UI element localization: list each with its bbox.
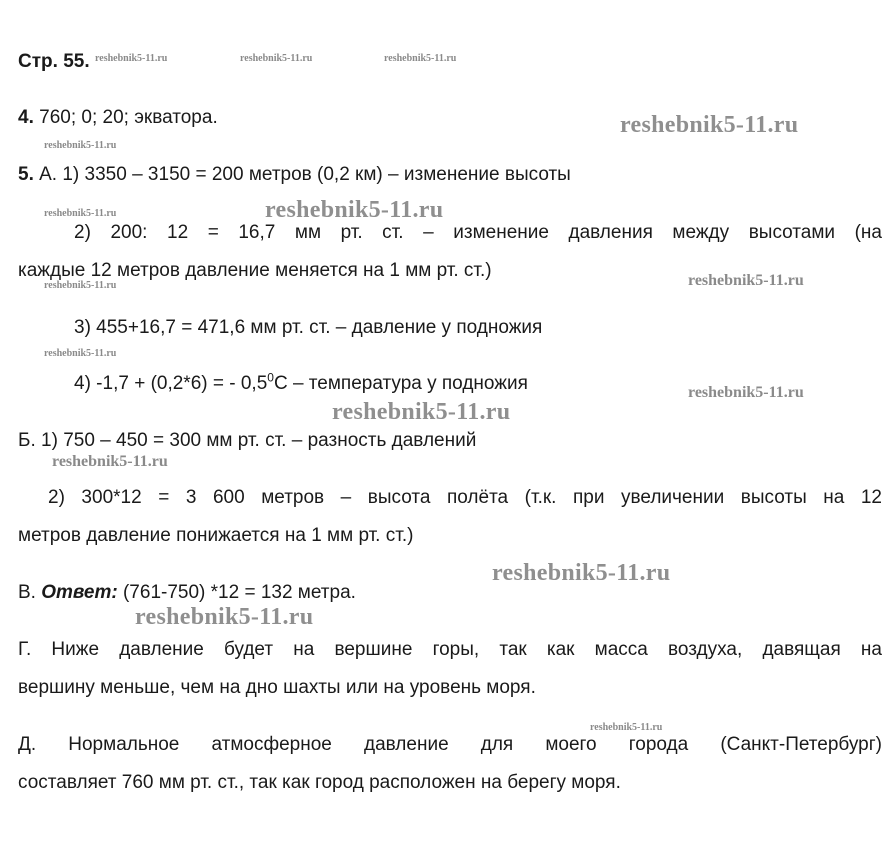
watermark: reshebnik5-11.ru xyxy=(52,453,168,470)
watermark: reshebnik5-11.ru xyxy=(44,280,117,291)
answer-5-a3: 3) 455+16,7 = 471,6 мм рт. ст. – давление у подножия xyxy=(74,317,543,338)
answer-5-b1: Б. 1) 750 – 450 = 300 мм рт. ст. – разность давлений xyxy=(18,430,477,451)
degree-superscript: 0 xyxy=(267,370,274,385)
answer-text: 760; 0; 20; экватора. xyxy=(33,107,218,128)
watermark: reshebnik5-11.ru xyxy=(44,348,117,359)
watermark: reshebnik5-11.ru xyxy=(688,272,804,289)
answer-4 xyxy=(18,106,218,130)
answer-5-a4 xyxy=(74,372,528,396)
page-label: Стр. 55. xyxy=(18,51,90,72)
answer-5-g-line1: Г. Ниже давление будет на вершине горы, так как масса воздуха, давящая на xyxy=(18,639,882,660)
answer-text: А. 1) 3350 – 3150 = 200 метров (0,2 км) – изменение высоты xyxy=(33,164,571,185)
formula-text: 4) -1,7 + (0,2*6) = - 0,5 xyxy=(74,373,268,394)
watermark: reshebnik5-11.ru xyxy=(44,208,117,219)
watermark: reshebnik5-11.ru xyxy=(492,560,671,586)
answer-5-b2-line1: 2) 300*12 = 3 600 метров – высота полёта (т.к. при увеличении высоты на 12 xyxy=(48,487,882,508)
watermark: reshebnik5-11.ru xyxy=(44,140,117,151)
watermark: reshebnik5-11.ru xyxy=(688,384,804,401)
section-letter: В. xyxy=(18,582,42,603)
answer-5-b2-line2: метров давление понижается на 1 мм рт. ст.) xyxy=(18,525,414,546)
answer-5-d-line2: составляет 760 мм рт. ст., так как город расположен на берегу моря. xyxy=(18,772,621,793)
watermark: reshebnik5-11.ru xyxy=(620,112,799,138)
watermark: reshebnik5-11.ru xyxy=(95,53,168,64)
watermark: reshebnik5-11.ru xyxy=(135,604,314,630)
answer-5-a2-line2: каждые 12 метров давление меняется на 1 мм рт. ст.) xyxy=(18,260,492,281)
answer-text: (761-750) *12 = 132 метра. xyxy=(117,582,356,603)
answer-5-g-line2: вершину меньше, чем на дно шахты или на уровень моря. xyxy=(18,677,536,698)
answer-5-a2-line1: 2) 200: 12 = 16,7 мм рт. ст. – изменение давления между высотами (на xyxy=(74,222,882,243)
question-number: 5. xyxy=(18,164,34,185)
watermark: reshebnik5-11.ru xyxy=(332,399,511,425)
question-number: 4. xyxy=(18,107,34,128)
answer-5-a1 xyxy=(18,163,571,187)
answer-5-v xyxy=(18,581,356,605)
formula-rest: С – температура у подножия xyxy=(273,373,528,394)
watermark: reshebnik5-11.ru xyxy=(384,53,457,64)
watermark: reshebnik5-11.ru xyxy=(240,53,313,64)
watermark: reshebnik5-11.ru xyxy=(265,197,444,223)
answer-5-d-line1: Д. Нормальное атмосферное давление для моего города (Санкт-Петербург) xyxy=(18,734,882,755)
answer-label: Ответ: xyxy=(41,582,118,603)
watermark: reshebnik5-11.ru xyxy=(590,722,663,733)
